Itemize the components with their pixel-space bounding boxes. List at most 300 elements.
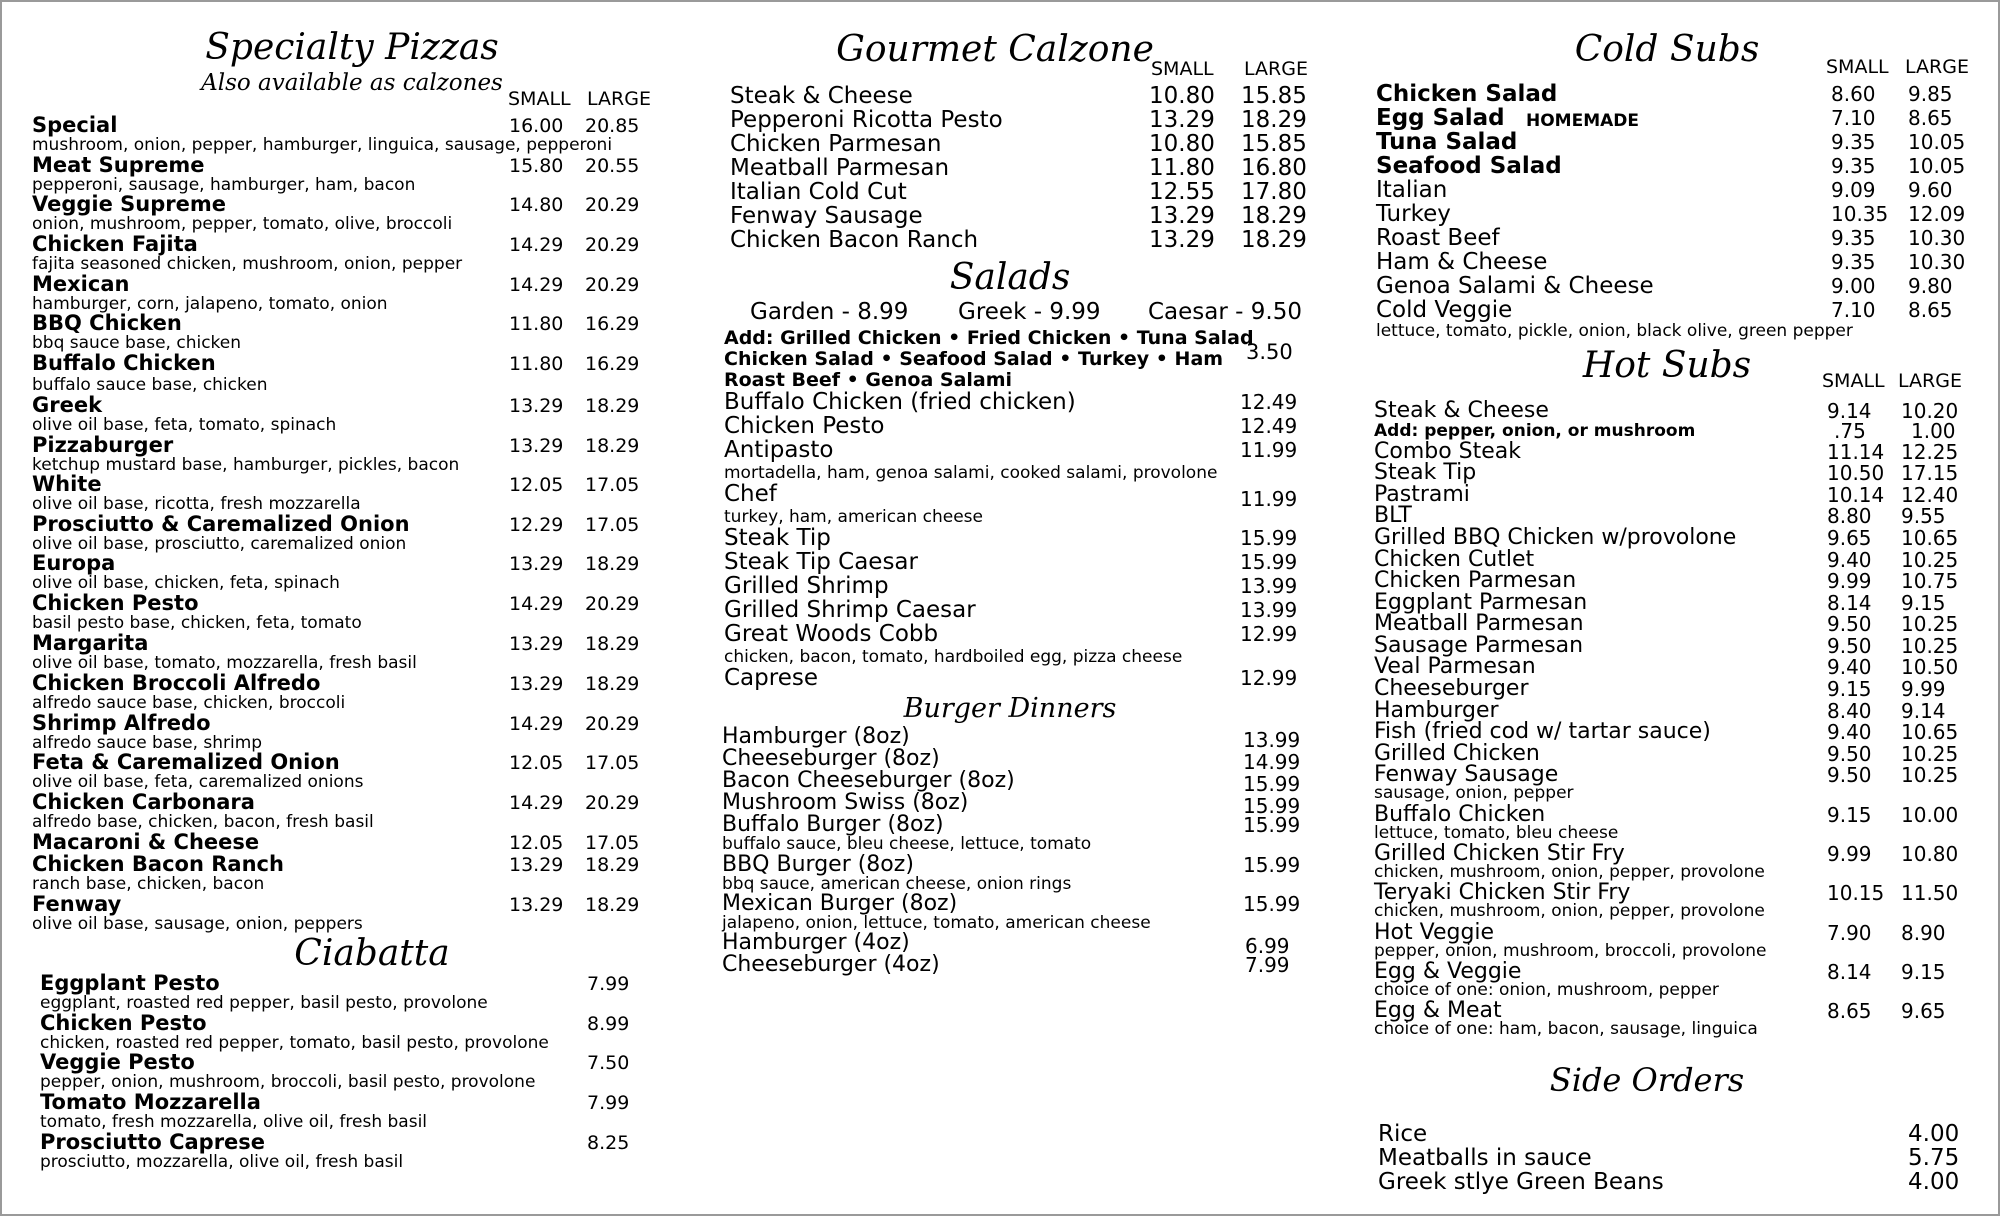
item-desc: bbq sauce, american cheese, onion rings <box>722 874 1072 894</box>
price-small: 9.65 <box>1827 526 1872 550</box>
price-small: 8.60 <box>1831 82 1876 106</box>
pizza-item <box>32 671 662 713</box>
item-name: Combo Steak <box>1374 439 1522 464</box>
pizza-small-header: SMALL <box>508 88 571 110</box>
item-name: Prosciutto Caprese <box>40 1130 266 1154</box>
price-large: 10.50 <box>1901 655 1959 679</box>
burger-item <box>722 954 1312 978</box>
item-name: Egg & Meat <box>1374 998 1502 1023</box>
price-large: 20.29 <box>585 274 640 296</box>
item-name: Turkey <box>1376 201 1451 227</box>
pizza-item <box>32 472 662 514</box>
item-name: Grilled BBQ Chicken w/provolone <box>1374 525 1737 550</box>
price-small: 9.99 <box>1827 842 1872 866</box>
pizza-item <box>32 433 662 475</box>
cold-small-header: SMALL <box>1826 56 1889 78</box>
item-name: Egg & Veggie <box>1374 959 1522 984</box>
hot-subs-list <box>1374 400 1964 1050</box>
price-large: 10.20 <box>1901 399 1959 423</box>
item-name: Chicken Pesto <box>32 591 199 615</box>
item-name: Chicken Bacon Ranch <box>32 852 284 876</box>
item-desc: olive oil base, prosciutto, caremalized onion <box>32 534 407 554</box>
salad-garden: Garden - 8.99 <box>750 299 909 325</box>
item-name: Chicken Cutlet <box>1374 547 1535 572</box>
cold-sub-item <box>1376 226 1966 250</box>
pizza-item <box>32 153 662 195</box>
item-name: Europa <box>32 551 116 575</box>
hot-sub-item <box>1374 804 1964 844</box>
item-desc: hamburger, corn, jalapeno, tomato, onion <box>32 294 388 314</box>
item-name: Cheeseburger (8oz) <box>722 746 940 771</box>
price: 15.99 <box>1240 550 1298 574</box>
price: 11.99 <box>1240 438 1298 462</box>
price: 7.99 <box>587 973 630 995</box>
price-small: 10.80 <box>1149 83 1215 109</box>
item-name: Meat Supreme <box>32 153 205 177</box>
specialty-pizzas-title: Specialty Pizzas <box>205 27 499 68</box>
price: 6.99 <box>1245 934 1290 958</box>
salad-item <box>724 414 1314 438</box>
price-large: 10.25 <box>1901 612 1959 636</box>
salad-basic <box>958 300 1158 324</box>
price: 7.99 <box>1245 953 1290 977</box>
calzone-item <box>730 228 1320 252</box>
pizza-item <box>32 892 662 934</box>
price-large: 8.65 <box>1908 298 1953 322</box>
burger-item <box>722 893 1312 933</box>
item-name: Feta & Caremalized Onion <box>32 750 340 774</box>
burger-list <box>722 726 1312 976</box>
pizza-large-header: LARGE <box>587 88 651 110</box>
price-large: 10.25 <box>1901 548 1959 572</box>
salad-caesar: Caesar - 9.50 <box>1148 299 1302 325</box>
calzone-small-header: SMALL <box>1151 58 1214 80</box>
specialty-pizzas-subtitle: Also available as calzones <box>201 70 503 96</box>
pizza-item <box>32 192 662 234</box>
item-name: Egg Salad <box>1376 105 1505 131</box>
salads-title: Salads <box>949 257 1071 298</box>
hot-sub-item <box>1374 843 1964 883</box>
price: 14.99 <box>1243 750 1301 774</box>
item-name: Rice <box>1378 1121 1428 1147</box>
item-name: Grilled Chicken Stir Fry <box>1374 841 1625 866</box>
item-name: Pizzaburger <box>32 433 174 457</box>
price-small: 14.29 <box>509 713 564 735</box>
item-desc: turkey, ham, american cheese <box>724 507 984 527</box>
item-name: Chicken Parmesan <box>1374 568 1577 593</box>
price-small: 11.14 <box>1827 440 1885 464</box>
price-small: 9.35 <box>1831 130 1876 154</box>
pizza-item <box>32 852 662 894</box>
price-small: 14.29 <box>509 792 564 814</box>
price-large: 20.85 <box>585 115 640 137</box>
item-name: Bacon Cheeseburger (8oz) <box>722 768 1015 793</box>
price-small: 13.29 <box>509 395 564 417</box>
price-small: 12.05 <box>509 752 564 774</box>
item-name: Macaroni & Cheese <box>32 830 260 854</box>
calzone-item <box>730 84 1320 108</box>
pizza-item <box>32 711 662 753</box>
price-small: 9.50 <box>1827 612 1872 636</box>
item-name: Buffalo Burger (8oz) <box>722 812 944 837</box>
item-desc: bbq sauce base, chicken <box>32 333 242 353</box>
price-large: 10.25 <box>1901 763 1959 787</box>
price-small: 11.80 <box>1149 155 1215 181</box>
calzone-item <box>730 156 1320 180</box>
price-small: 9.50 <box>1827 763 1872 787</box>
item-name: Chicken Bacon Ranch <box>730 227 979 253</box>
price-large: 11.50 <box>1901 881 1959 905</box>
salad-item <box>724 598 1314 622</box>
item-name: Hot Veggie <box>1374 920 1495 945</box>
pizza-item <box>32 232 662 274</box>
salad-item <box>724 438 1314 482</box>
pizza-item <box>32 750 662 792</box>
ciabatta-item <box>40 971 640 1013</box>
burgers-title: Burger Dinners <box>903 693 1117 724</box>
price-small: 15.80 <box>509 155 564 177</box>
price-small: 9.00 <box>1831 274 1876 298</box>
price: 15.99 <box>1243 813 1301 837</box>
item-desc: olive oil base, feta, caremalized onions <box>32 772 364 792</box>
price: 11.99 <box>1240 487 1298 511</box>
hot-sub-item <box>1374 764 1964 804</box>
salad-item <box>724 550 1314 574</box>
side-orders-title: Side Orders <box>1549 1061 1745 1099</box>
item-desc: chicken, mushroom, onion, pepper, provolone <box>1374 901 1765 921</box>
item-desc: ketchup mustard base, hamburger, pickles, bacon <box>32 455 460 475</box>
item-name: Seafood Salad <box>1376 153 1562 179</box>
price-small: 9.50 <box>1827 742 1872 766</box>
item-desc: fajita seasoned chicken, mushroom, onion, pepper <box>32 254 463 274</box>
pizza-item <box>32 113 662 155</box>
price-large: 12.25 <box>1901 440 1959 464</box>
item-name: Eggplant Parmesan <box>1374 590 1588 615</box>
price-large: 9.60 <box>1908 178 1953 202</box>
price-large: 15.85 <box>1241 131 1307 157</box>
item-name: BBQ Burger (8oz) <box>722 852 914 877</box>
item-name: Meatballs in sauce <box>1378 1145 1592 1171</box>
item-name: Veggie Supreme <box>32 192 226 216</box>
calzone-list <box>730 84 1320 254</box>
price-large: 10.65 <box>1901 526 1959 550</box>
price-large: 18.29 <box>1241 107 1307 133</box>
price-large: 10.65 <box>1901 720 1959 744</box>
side-item <box>1378 1170 1968 1194</box>
cold-sub-item <box>1376 178 1966 202</box>
price-small: 8.65 <box>1827 999 1872 1023</box>
price-small: 10.50 <box>1827 461 1885 485</box>
price-large: 18.29 <box>585 553 640 575</box>
price: 15.99 <box>1243 853 1301 877</box>
price-large: 9.65 <box>1901 999 1946 1023</box>
price-small: 7.10 <box>1831 106 1876 130</box>
price-large: 10.05 <box>1908 130 1966 154</box>
item-name: Roast Beef <box>1376 225 1500 251</box>
price-small: 9.35 <box>1831 250 1876 274</box>
item-desc: pepper, onion, mushroom, broccoli, provolone <box>1374 941 1767 961</box>
item-name: Tomato Mozzarella <box>40 1090 261 1114</box>
hot-sub-item <box>1374 922 1964 962</box>
price-large: 15.85 <box>1241 83 1307 109</box>
price-small: 8.40 <box>1827 699 1872 723</box>
price-large: 20.29 <box>585 234 640 256</box>
price: 12.49 <box>1240 414 1298 438</box>
price-small: 13.29 <box>509 435 564 457</box>
item-name: BBQ Chicken <box>32 311 182 335</box>
item-desc: lettuce, tomato, bleu cheese <box>1374 823 1619 843</box>
price-large: 10.25 <box>1901 634 1959 658</box>
price: 7.99 <box>587 1092 630 1114</box>
item-name: Grilled Shrimp <box>724 573 889 599</box>
item-desc: mortadella, ham, genoa salami, cooked salami, provolone <box>724 463 1218 483</box>
item-desc: pepperoni, sausage, hamburger, ham, bacon <box>32 175 416 195</box>
price-small: 9.35 <box>1831 154 1876 178</box>
item-name: White <box>32 472 102 496</box>
item-name: Chicken Salad <box>1376 81 1558 107</box>
item-name: Grilled Shrimp Caesar <box>724 597 976 623</box>
salad-addons <box>724 328 1314 390</box>
price: 4.00 <box>1908 1121 1960 1147</box>
price-large: 20.29 <box>585 593 640 615</box>
price: 5.75 <box>1908 1145 1960 1171</box>
item-desc: onion, mushroom, pepper, tomato, olive, broccoli <box>32 214 453 234</box>
cold-subs-list <box>1376 82 1966 342</box>
price: 8.25 <box>587 1132 630 1154</box>
cold-sub-item <box>1376 298 1966 342</box>
item-desc: buffalo sauce, bleu cheese, lettuce, tomato <box>722 834 1092 854</box>
price-small: 7.90 <box>1827 921 1872 945</box>
item-desc: tomato, fresh mozzarella, olive oil, fresh basil <box>40 1112 428 1132</box>
price-small: 9.40 <box>1827 720 1872 744</box>
item-desc: olive oil base, sausage, onion, peppers <box>32 914 363 934</box>
price-small: 13.29 <box>509 673 564 695</box>
price-large: 9.85 <box>1908 82 1953 106</box>
price-large: 20.55 <box>585 155 640 177</box>
item-name: Italian <box>1376 177 1448 203</box>
price-small: 14.29 <box>509 234 564 256</box>
column-left <box>32 2 662 1214</box>
price-large: 10.75 <box>1901 569 1959 593</box>
salad-item <box>724 666 1314 690</box>
price-small: 9.99 <box>1827 569 1872 593</box>
pizza-item <box>32 631 662 673</box>
item-name: Mexican Burger (8oz) <box>722 891 958 916</box>
price-large: 18.29 <box>585 395 640 417</box>
item-name: Buffalo Chicken <box>1374 802 1546 827</box>
price-large: 20.29 <box>585 194 640 216</box>
price-small: 9.14 <box>1827 399 1872 423</box>
price-small: 9.15 <box>1827 677 1872 701</box>
item-desc: sausage, onion, pepper <box>1374 783 1574 803</box>
item-name: Chicken Fajita <box>32 232 198 256</box>
price-small: 9.40 <box>1827 548 1872 572</box>
price-small: 9.40 <box>1827 655 1872 679</box>
price-large: 18.29 <box>1241 227 1307 253</box>
price-small: 12.29 <box>509 514 564 536</box>
price-small: 11.80 <box>509 313 564 335</box>
cold-large-header: LARGE <box>1905 56 1969 78</box>
salad-basic <box>1148 300 1328 324</box>
cold-sub-item <box>1376 274 1966 298</box>
item-name: Veggie Pesto <box>40 1050 195 1074</box>
price-small: 10.35 <box>1831 202 1889 226</box>
price-large: 18.29 <box>585 435 640 457</box>
item-name: Pepperoni Ricotta Pesto <box>730 107 1003 133</box>
salad-item <box>724 622 1314 666</box>
price-large: 12.40 <box>1901 483 1959 507</box>
pizza-item <box>32 311 662 353</box>
ciabatta-item <box>40 1090 640 1132</box>
price: 15.99 <box>1243 772 1301 796</box>
item-desc: mushroom, onion, pepper, hamburger, linguica, sausage, pepperoni <box>32 135 613 155</box>
price-small: 11.80 <box>509 353 564 375</box>
item-name: Special <box>32 113 118 137</box>
price: 12.49 <box>1240 390 1298 414</box>
item-name: Eggplant Pesto <box>40 971 220 995</box>
item-name: Mexican <box>32 272 130 296</box>
price-small: 14.80 <box>509 194 564 216</box>
cold-sub-item <box>1376 82 1966 106</box>
price-large: 9.55 <box>1901 504 1946 528</box>
calzone-large-header: LARGE <box>1244 58 1308 80</box>
item-name: Steak Tip <box>1374 460 1477 485</box>
price-large: 10.80 <box>1901 842 1959 866</box>
item-name: Hamburger (4oz) <box>722 930 910 955</box>
item-desc: buffalo sauce base, chicken <box>32 375 268 395</box>
ciabatta-item <box>40 1130 640 1172</box>
item-name: Fish (fried cod w/ tartar sauce) <box>1374 719 1711 744</box>
item-name: Genoa Salami & Cheese <box>1376 273 1654 299</box>
item-name: Cheeseburger <box>1374 676 1529 701</box>
item-name: Fenway Sausage <box>1374 762 1559 787</box>
addon-line: Add: Grilled Chicken • Fried Chicken • Tuna Salad <box>724 327 1254 349</box>
item-desc: lettuce, tomato, pickle, onion, black olive, green pepper <box>1376 321 1853 341</box>
item-name: BLT <box>1374 503 1412 528</box>
price-small: 8.14 <box>1827 960 1872 984</box>
item-name: Chicken Carbonara <box>32 790 255 814</box>
column-right <box>1372 2 1972 1214</box>
hot-sub-item <box>1374 882 1964 922</box>
item-name: Tuna Salad <box>1376 129 1518 155</box>
item-name: Steak & Cheese <box>1374 398 1549 423</box>
cold-sub-item <box>1376 130 1966 154</box>
price: 13.99 <box>1240 598 1298 622</box>
price-large: 17.05 <box>585 474 640 496</box>
price-large: 9.80 <box>1908 274 1953 298</box>
price-large: 16.80 <box>1241 155 1307 181</box>
item-name: Fenway <box>32 892 122 916</box>
price-large: 9.15 <box>1901 960 1946 984</box>
price-large: 8.90 <box>1901 921 1946 945</box>
price: 15.99 <box>1243 892 1301 916</box>
price: 15.99 <box>1240 526 1298 550</box>
item-name: Pastrami <box>1374 482 1470 507</box>
price: 13.99 <box>1240 574 1298 598</box>
item-desc: pepper, onion, mushroom, broccoli, basil pesto, provolone <box>40 1072 536 1092</box>
item-name: Hamburger (8oz) <box>722 724 910 749</box>
price-small: 13.29 <box>1149 107 1215 133</box>
price-large: 10.05 <box>1908 154 1966 178</box>
ciabatta-item <box>40 1011 640 1053</box>
homemade-label: HOMEMADE <box>1526 111 1640 131</box>
salad-greek: Greek - 9.99 <box>958 299 1101 325</box>
price-small: 9.35 <box>1831 226 1876 250</box>
calzone-title: Gourmet Calzone <box>836 29 1154 70</box>
price-small: 9.50 <box>1827 634 1872 658</box>
ciabatta-title: Ciabatta <box>294 933 450 974</box>
price: 4.00 <box>1908 1169 1960 1195</box>
price-small: 10.14 <box>1827 483 1885 507</box>
price-large: 1.00 <box>1911 419 1956 443</box>
price-small: 8.14 <box>1827 591 1872 615</box>
pizza-item <box>32 393 662 435</box>
price-small: 12.55 <box>1149 179 1215 205</box>
item-name: Steak & Cheese <box>730 83 913 109</box>
price-small: 10.15 <box>1827 881 1885 905</box>
price-small: 14.29 <box>509 593 564 615</box>
calzone-item <box>730 108 1320 132</box>
price-small: 13.29 <box>1149 227 1215 253</box>
item-name: Caprese <box>724 665 818 691</box>
price-large: 20.29 <box>585 713 640 735</box>
item-name: Italian Cold Cut <box>730 179 907 205</box>
price-small: 16.00 <box>509 115 564 137</box>
addon-price: 3.50 <box>1246 340 1293 364</box>
item-name: Margarita <box>32 631 149 655</box>
item-desc: alfredo base, chicken, bacon, fresh basil <box>32 812 374 832</box>
price: 8.99 <box>587 1013 630 1035</box>
price-small: 13.29 <box>509 894 564 916</box>
item-name: Steak Tip Caesar <box>724 549 918 575</box>
item-name: Chicken Broccoli Alfredo <box>32 671 321 695</box>
calzone-item <box>730 132 1320 156</box>
item-name: Buffalo Chicken <box>32 351 216 375</box>
price-large: 9.99 <box>1901 677 1946 701</box>
calzone-item <box>730 180 1320 204</box>
price-small: 13.29 <box>509 553 564 575</box>
price-small: 9.15 <box>1827 803 1872 827</box>
pizza-item <box>32 790 662 832</box>
price-small: 9.09 <box>1831 178 1876 202</box>
burger-item <box>722 854 1312 894</box>
price-large: 12.09 <box>1908 202 1966 226</box>
price-large: 17.80 <box>1241 179 1307 205</box>
price-small: 10.80 <box>1149 131 1215 157</box>
salad-list <box>724 390 1314 690</box>
item-desc: chicken, bacon, tomato, hardboiled egg, pizza cheese <box>724 647 1183 667</box>
item-desc: olive oil base, feta, tomato, spinach <box>32 415 337 435</box>
price-large: 9.15 <box>1901 591 1946 615</box>
price: 12.99 <box>1240 666 1298 690</box>
item-name: Antipasto <box>724 437 834 463</box>
hot-large-header: LARGE <box>1898 370 1962 392</box>
pizza-item <box>32 831 662 853</box>
cold-sub-item <box>1376 154 1966 178</box>
item-name: Meatball Parmesan <box>730 155 950 181</box>
price-small: 13.29 <box>509 633 564 655</box>
price-small: .75 <box>1834 419 1866 443</box>
item-name: Chef <box>724 481 777 507</box>
addon-line: Chicken Salad • Seafood Salad • Turkey • Ham <box>724 348 1224 370</box>
burger-item <box>722 814 1312 854</box>
price-large: 17.05 <box>585 832 640 854</box>
side-item <box>1378 1122 1968 1146</box>
price-small: 13.29 <box>1149 203 1215 229</box>
item-desc: basil pesto base, chicken, feta, tomato <box>32 613 362 633</box>
item-name: Great Woods Cobb <box>724 621 939 647</box>
item-name: Chicken Parmesan <box>730 131 942 157</box>
